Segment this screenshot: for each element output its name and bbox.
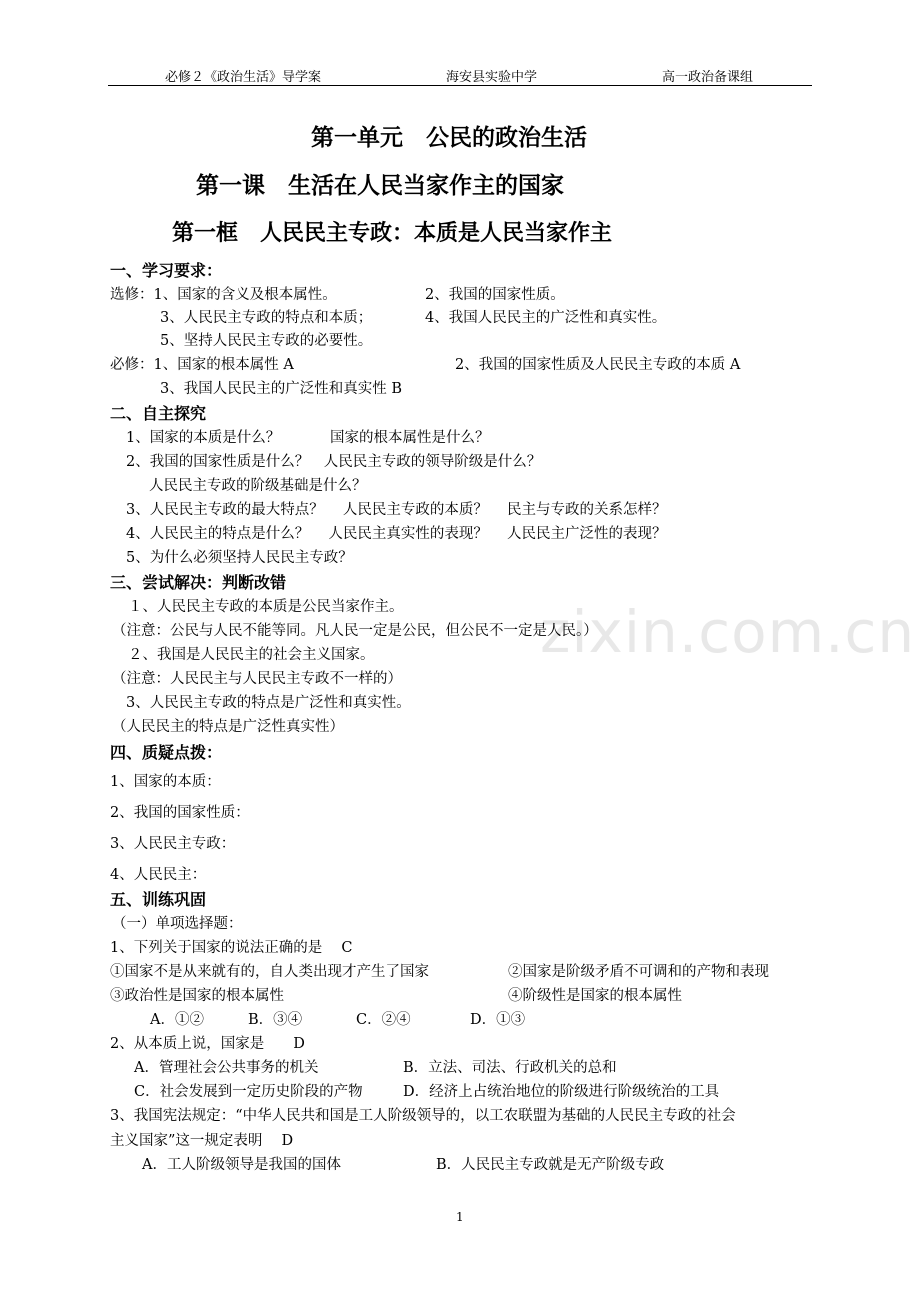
- q1-choice-d: D．①③: [470, 1012, 526, 1028]
- sec3-line5: 3、人民民主专政的特点是广泛性和真实性。: [126, 695, 411, 711]
- question1: 1、下列关于国家的说法正确的是 C: [110, 940, 353, 956]
- sec3-line2: （注意：公民与人民不能等同。凡人民一定是公民，但公民不一定是人民。）: [112, 623, 598, 639]
- question3-line1: 3、我国宪法规定：“中华人民共和国是工人阶级领导的，以工农联盟为基础的人民民主专政的社会: [110, 1108, 736, 1124]
- sec4-line2: 2、我国的国家性质：: [110, 805, 250, 821]
- q2-choice-c: C．社会发展到一定历史阶段的产物: [134, 1084, 363, 1100]
- sec4-line4: 4、人民民主：: [110, 867, 207, 883]
- section5-heading: 五、训练巩固: [110, 890, 207, 909]
- sec4-line1: 1、国家的本质：: [110, 774, 221, 790]
- section1-heading: 一、学习要求：: [110, 261, 223, 280]
- sec2-line4: 3、人民民主专政的最大特点？ 人民民主专政的本质？ 民主与专政的关系怎样？: [126, 502, 667, 518]
- header-right: 高一政治备课组: [662, 70, 754, 85]
- q1-choice-a: A．①②: [150, 1012, 204, 1028]
- q1-option1: ①国家不是从来就有的，自人类出现才产生了国家: [110, 964, 429, 980]
- sec3-line4: （注意：人民民主与人民民主专政不一样的）: [112, 671, 402, 687]
- frame-title: 第一框 人民民主专政：本质是人民当家作主: [172, 221, 613, 246]
- sec1-line1a: 选修：1、国家的含义及根本属性。: [110, 287, 337, 303]
- sec2-line3: 人民民主专政的阶级基础是什么？: [149, 478, 367, 494]
- question3-line2: 主义国家”这一规定表明 D: [110, 1133, 294, 1149]
- question2: 2、从本质上说，国家是 D: [110, 1036, 305, 1052]
- q1-option3: ③政治性是国家的根本属性: [110, 988, 284, 1004]
- q2-choice-a: A．管理社会公共事务的机关: [134, 1060, 319, 1076]
- sec1-line3: 5、坚持人民民主专政的必要性。: [160, 333, 373, 349]
- sec1-line4a: 必修：1、国家的根本属性 A: [110, 357, 294, 373]
- unit-title: 第一单元 公民的政治生活: [311, 125, 587, 151]
- sec2-line6: 5、为什么必须坚持人民民主专政？: [126, 550, 353, 566]
- header-rule: [108, 85, 812, 86]
- sec2-line1b: 国家的根本属性是什么？: [330, 430, 490, 446]
- sec1-line1b: 2、我国的国家性质。: [425, 287, 565, 303]
- sec2-line2: 2、我国的国家性质是什么？ 人民民主专政的领导阶级是什么？: [126, 454, 542, 470]
- page-number: 1: [456, 1210, 464, 1224]
- sec3-line3: ２、我国是人民民主的社会主义国家。: [128, 647, 375, 663]
- section3-heading: 三、尝试解决：判断改错: [110, 573, 287, 592]
- watermark: zixin.com.cn: [540, 598, 916, 666]
- sec1-line5: 3、我国人民民主的广泛性和真实性 B: [160, 381, 402, 397]
- q1-choice-b: B．③④: [248, 1012, 303, 1028]
- q1-option4: ④阶级性是国家的根本属性: [508, 988, 682, 1004]
- sec3-line1: １、人民民主专政的本质是公民当家作主。: [128, 599, 404, 615]
- sec2-line5: 4、人民民主的特点是什么？ 人民民主真实性的表现？ 人民民主广泛性的表现？: [126, 526, 667, 542]
- lesson-title: 第一课 生活在人民当家作主的国家: [196, 173, 564, 199]
- sec2-line1a: 1、国家的本质是什么？: [126, 430, 281, 446]
- sec3-line6: （人民民主的特点是广泛性真实性）: [112, 719, 344, 735]
- q2-choice-d: D．经济上占统治地位的阶级进行阶级统治的工具: [403, 1084, 720, 1100]
- q3-choice-b: B．人民民主专政就是无产阶级专政: [436, 1157, 665, 1173]
- sec1-line2b: 4、我国人民民主的广泛性和真实性。: [425, 310, 667, 326]
- sec5-subheading: （一）单项选择题：: [112, 916, 243, 932]
- q1-choice-c: C．②④: [356, 1012, 411, 1028]
- sec1-line4b: 2、我国的国家性质及人民民主专政的本质 A: [455, 357, 741, 373]
- sec1-line2a: 3、人民民主专政的特点和本质；: [160, 310, 373, 326]
- header-left: 必修２《政治生活》导学案: [165, 70, 322, 85]
- header-center: 海安县实验中学: [446, 70, 538, 85]
- q3-choice-a: A．工人阶级领导是我国的国体: [142, 1157, 341, 1173]
- section2-heading: 二、自主探究: [110, 404, 207, 423]
- q1-option2: ②国家是阶级矛盾不可调和的产物和表现: [508, 964, 769, 980]
- q2-choice-b: B．立法、司法、行政机关的总和: [403, 1060, 617, 1076]
- section4-heading: 四、质疑点拨：: [110, 743, 223, 762]
- sec4-line3: 3、人民民主专政：: [110, 836, 236, 852]
